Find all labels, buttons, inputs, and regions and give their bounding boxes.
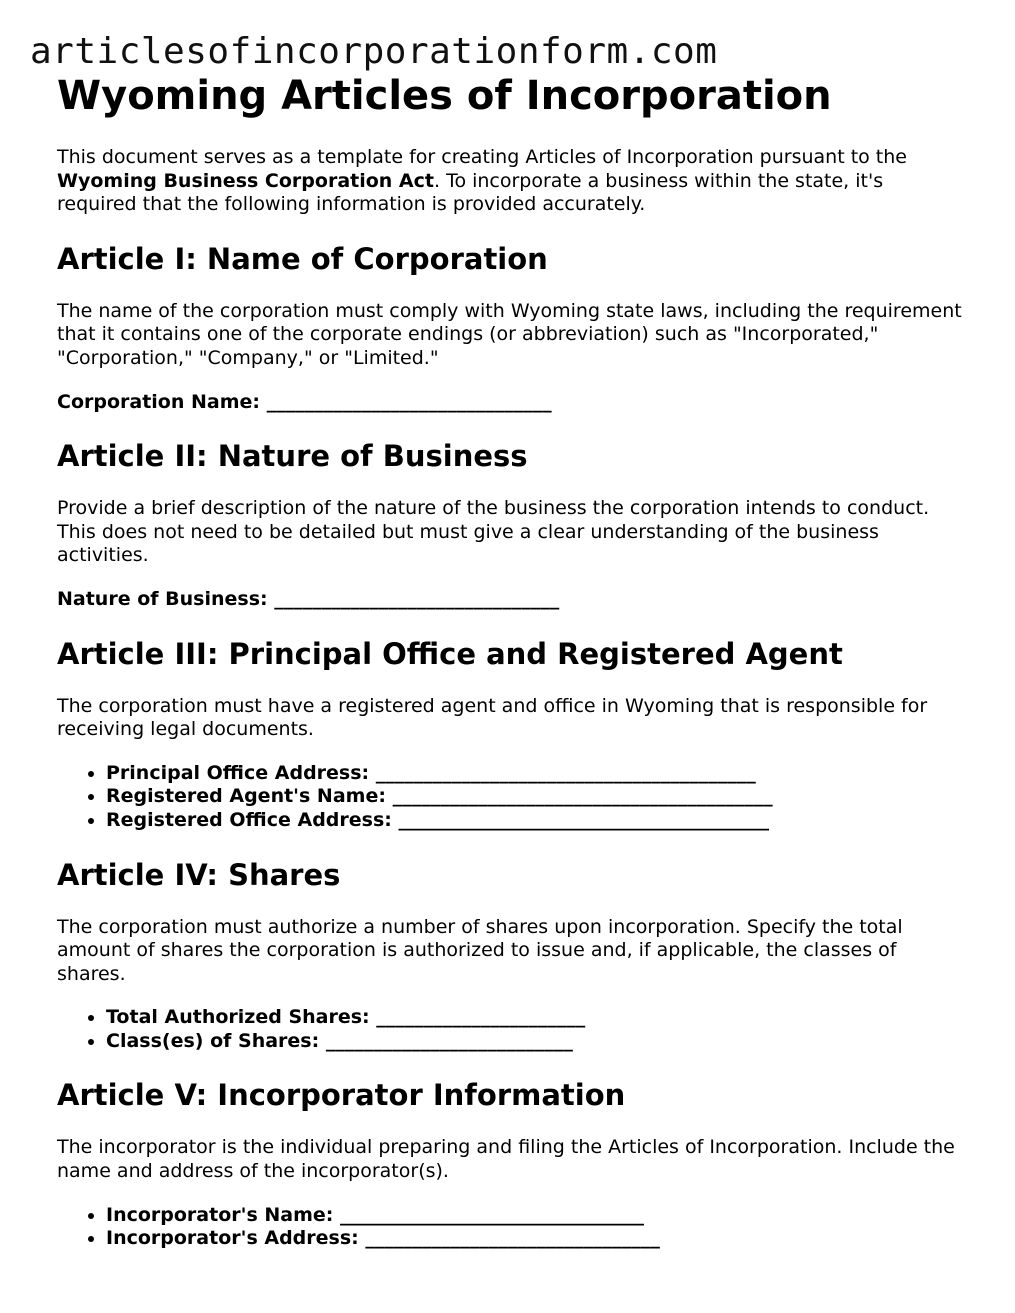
- article-4-field-list: [57, 1006, 967, 1053]
- total-authorized-shares-field[interactable]: [106, 1006, 967, 1030]
- article-5-description: The incorporator is the individual preparing and filing the Articles of Incorporation. Include the name and address of the incorporator(s).: [57, 1136, 955, 1183]
- article-3-heading: Article III: Principal Office and Registered Agent: [57, 636, 843, 671]
- article-4-heading: Article IV: Shares: [57, 857, 341, 892]
- field-label: Incorporator's Name:: [106, 1203, 334, 1226]
- article-5-field-list: [57, 1204, 967, 1251]
- article-4-section: [57, 857, 967, 1054]
- intro-text-after: . To incorporate a business within the state, it's required that the following information is provided accurately.: [57, 169, 884, 216]
- nature-of-business-field[interactable]: [57, 588, 967, 612]
- intro-text-before: This document serves as a template for creating Articles of Incorporation pursuant to the: [57, 146, 907, 168]
- incorporator-name-field[interactable]: [106, 1204, 967, 1228]
- field-label: Principal Office Address:: [106, 761, 370, 784]
- article-2-heading: Article II: Nature of Business: [57, 439, 528, 474]
- article-4-description: The corporation must authorize a number of shares upon incorporation. Specify the total amount of shares the corporation is authorized to issue and, if applicable, the classes of shares.: [57, 915, 903, 985]
- article-1-heading: Article I: Name of Corporation: [57, 241, 548, 276]
- article-1-section: [57, 241, 967, 414]
- registered-office-address-field[interactable]: [106, 809, 967, 833]
- site-watermark: articlesofincorporationform.com: [30, 31, 718, 72]
- intro-act-name: Wyoming Business Corporation Act: [57, 169, 434, 192]
- article-2-section: [57, 438, 967, 611]
- nature-of-business-blank[interactable]: ______________________________: [274, 587, 560, 610]
- field-label: Total Authorized Shares:: [106, 1006, 370, 1029]
- field-blank[interactable]: __________________________: [325, 1029, 573, 1052]
- page-title: Wyoming Articles of Incorporation: [57, 73, 832, 119]
- field-blank[interactable]: ________________________________________: [375, 761, 756, 784]
- field-blank[interactable]: ________________________________: [340, 1203, 645, 1226]
- field-label: Registered Office Address:: [106, 808, 392, 831]
- principal-office-address-field[interactable]: [106, 762, 967, 786]
- article-3-section: [57, 636, 967, 833]
- incorporator-address-field[interactable]: [106, 1227, 967, 1251]
- intro-paragraph: [57, 146, 967, 217]
- document-body: [57, 72, 967, 1251]
- field-label: Registered Agent's Name:: [106, 785, 386, 808]
- article-3-description: The corporation must have a registered agent and office in Wyoming that is responsible for receiving legal documents.: [57, 694, 928, 741]
- field-label: Class(es) of Shares:: [106, 1029, 320, 1052]
- article-1-description: The name of the corporation must comply with Wyoming state laws, including the requirement that it contains one of the corporate endings (or abbreviation) such as "Incorporated," "Corporation," "Company," or "Limited.": [57, 299, 962, 369]
- article-5-section: [57, 1077, 967, 1250]
- article-5-heading: Article V: Incorporator Information: [57, 1078, 626, 1113]
- corporation-name-field[interactable]: [57, 391, 967, 415]
- field-blank[interactable]: _______________________________________: [398, 808, 769, 831]
- registered-agent-name-field[interactable]: [106, 785, 967, 809]
- field-blank[interactable]: ________________________________________: [392, 785, 773, 808]
- nature-of-business-label: Nature of Business:: [57, 587, 268, 610]
- share-classes-field[interactable]: [106, 1030, 967, 1054]
- field-blank[interactable]: _______________________________: [365, 1227, 660, 1250]
- field-blank[interactable]: ______________________: [376, 1006, 586, 1029]
- corporation-name-blank[interactable]: ______________________________: [266, 390, 552, 413]
- article-2-description: Provide a brief description of the nature of the business the corporation intends to conduct. This does not need to be detailed but must give a clear understanding of the business activities.: [57, 497, 930, 567]
- field-label: Incorporator's Address:: [106, 1227, 359, 1250]
- article-3-field-list: [57, 762, 967, 833]
- corporation-name-label: Corporation Name:: [57, 390, 261, 413]
